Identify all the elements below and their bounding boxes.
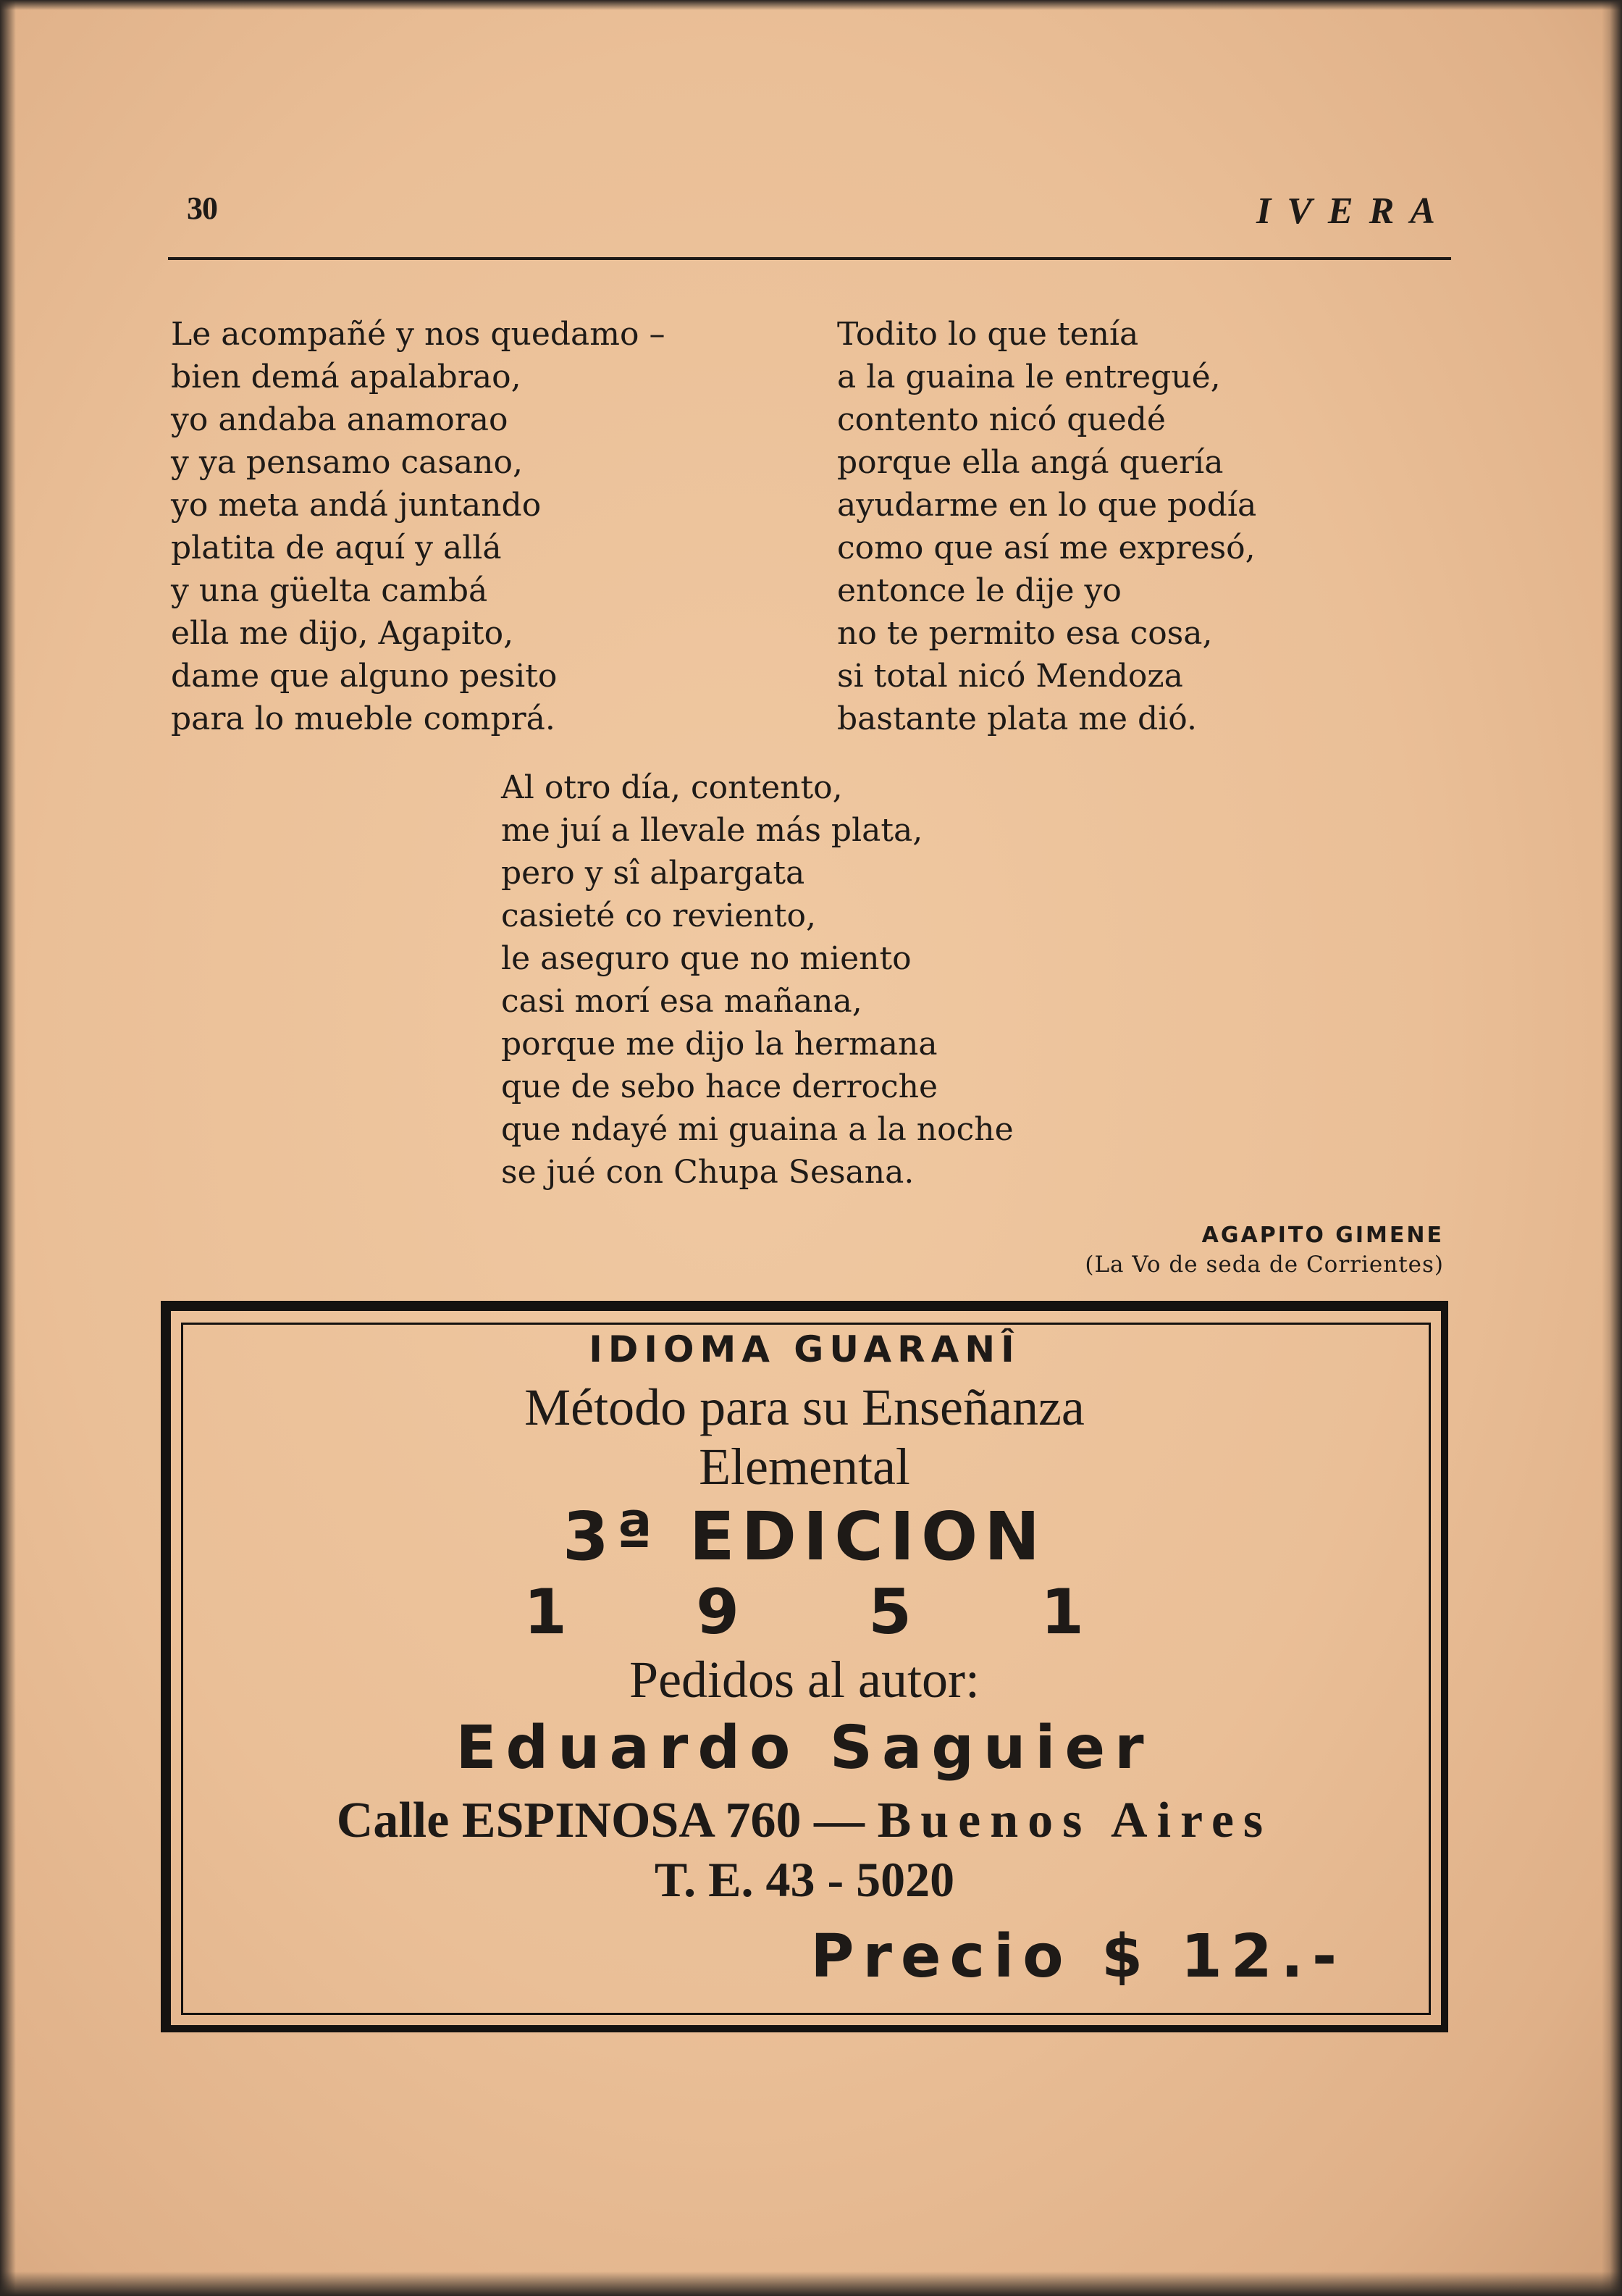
verse-line: que ndayé mi guaina a la noche (501, 1111, 1014, 1148)
verse-line: pero y sî alpargata (501, 855, 805, 892)
verse-line: platita de aquí y allá (171, 529, 502, 566)
verse-line: y una güelta cambá (171, 572, 488, 609)
ad-address-city: Buenos Aires (877, 1793, 1273, 1848)
verse-line: como que así me expresó, (837, 529, 1256, 566)
verse-line: a la guaina le entregué, (837, 359, 1221, 395)
ad-edition: 3ª EDICION (562, 1498, 1047, 1575)
poem-author: AGAPITO GIMENE (1201, 1223, 1444, 1248)
verse-line: porque me dijo la hermana (501, 1026, 938, 1063)
ad-year-digit: 1 (1041, 1576, 1085, 1648)
verse-line: Todito lo que tenía (837, 316, 1139, 353)
verse-line: casi morí esa mañana, (501, 983, 862, 1020)
verse-line: le aseguro que no miento (501, 940, 912, 977)
ad-year-digit: 9 (696, 1576, 741, 1648)
page-number: 30 (187, 190, 217, 226)
verse-line: Al otro día, contento, (501, 769, 843, 806)
page-edge-top (0, 0, 1622, 10)
verse-line: casieté co reviento, (501, 897, 816, 934)
verse-line: que de sebo hace derroche (501, 1068, 938, 1105)
ad-author-name: Eduardo Saguier (455, 1714, 1154, 1782)
verse-line: bien demá apalabrao, (171, 359, 521, 395)
ad-price: Precio $ 12.- (810, 1922, 1345, 1991)
poem-signature (1085, 1221, 1444, 1279)
ad-subtitle-line1: Método para su Enseñanza (524, 1378, 1085, 1436)
advertisement-box (161, 1301, 1448, 2032)
poem-stanza-left (171, 313, 665, 740)
poem-stanza-right (837, 313, 1256, 740)
verse-line: contento nicó quedé (837, 401, 1166, 438)
ad-title: IDIOMA GUARANÎ (589, 1328, 1020, 1370)
verse-line: dame que alguno pesito (171, 658, 558, 695)
ad-address-street: Calle ESPINOSA 760 — (336, 1793, 865, 1848)
verse-line: no te permito esa cosa, (837, 615, 1213, 652)
ad-inner-border (181, 1323, 1431, 2015)
ad-year-digit: 5 (868, 1576, 913, 1648)
verse-line: porque ella angá quería (837, 444, 1224, 481)
ad-year-digit: 1 (524, 1576, 568, 1648)
verse-line: ayudarme en lo que podía (837, 487, 1257, 524)
verse-line: y ya pensamo casano, (171, 444, 523, 481)
verse-line: bastante plata me dió. (837, 700, 1197, 737)
header-rule (168, 257, 1451, 260)
running-head: IVERA (1256, 190, 1451, 232)
verse-line: ella me dijo, Agapito, (171, 615, 514, 652)
page-edge-left (0, 0, 16, 2296)
page-edge-bottom (0, 2271, 1622, 2296)
ad-orders: Pedidos al autor: (629, 1651, 980, 1709)
verse-line: me juí a llevale más plata, (501, 812, 923, 849)
poem-author-note: (La Vo de seda de Corrientes) (1085, 1252, 1444, 1278)
verse-line: se jué con Chupa Sesana. (501, 1154, 915, 1191)
verse-line: Le acompañé y nos quedamo – (171, 316, 665, 353)
ad-subtitle-line2: Elemental (699, 1438, 910, 1496)
poem-stanza-center (501, 766, 1014, 1194)
verse-line: entonce le dije yo (837, 572, 1122, 609)
verse-line: si total nicó Mendoza (837, 658, 1183, 695)
ad-phone: T. E. 43 - 5020 (654, 1852, 955, 1907)
page-edge-right (1602, 0, 1622, 2296)
verse-line: yo andaba anamorao (171, 401, 508, 438)
verse-line: para lo mueble comprá. (171, 700, 555, 737)
verse-line: yo meta andá juntando (171, 487, 542, 524)
